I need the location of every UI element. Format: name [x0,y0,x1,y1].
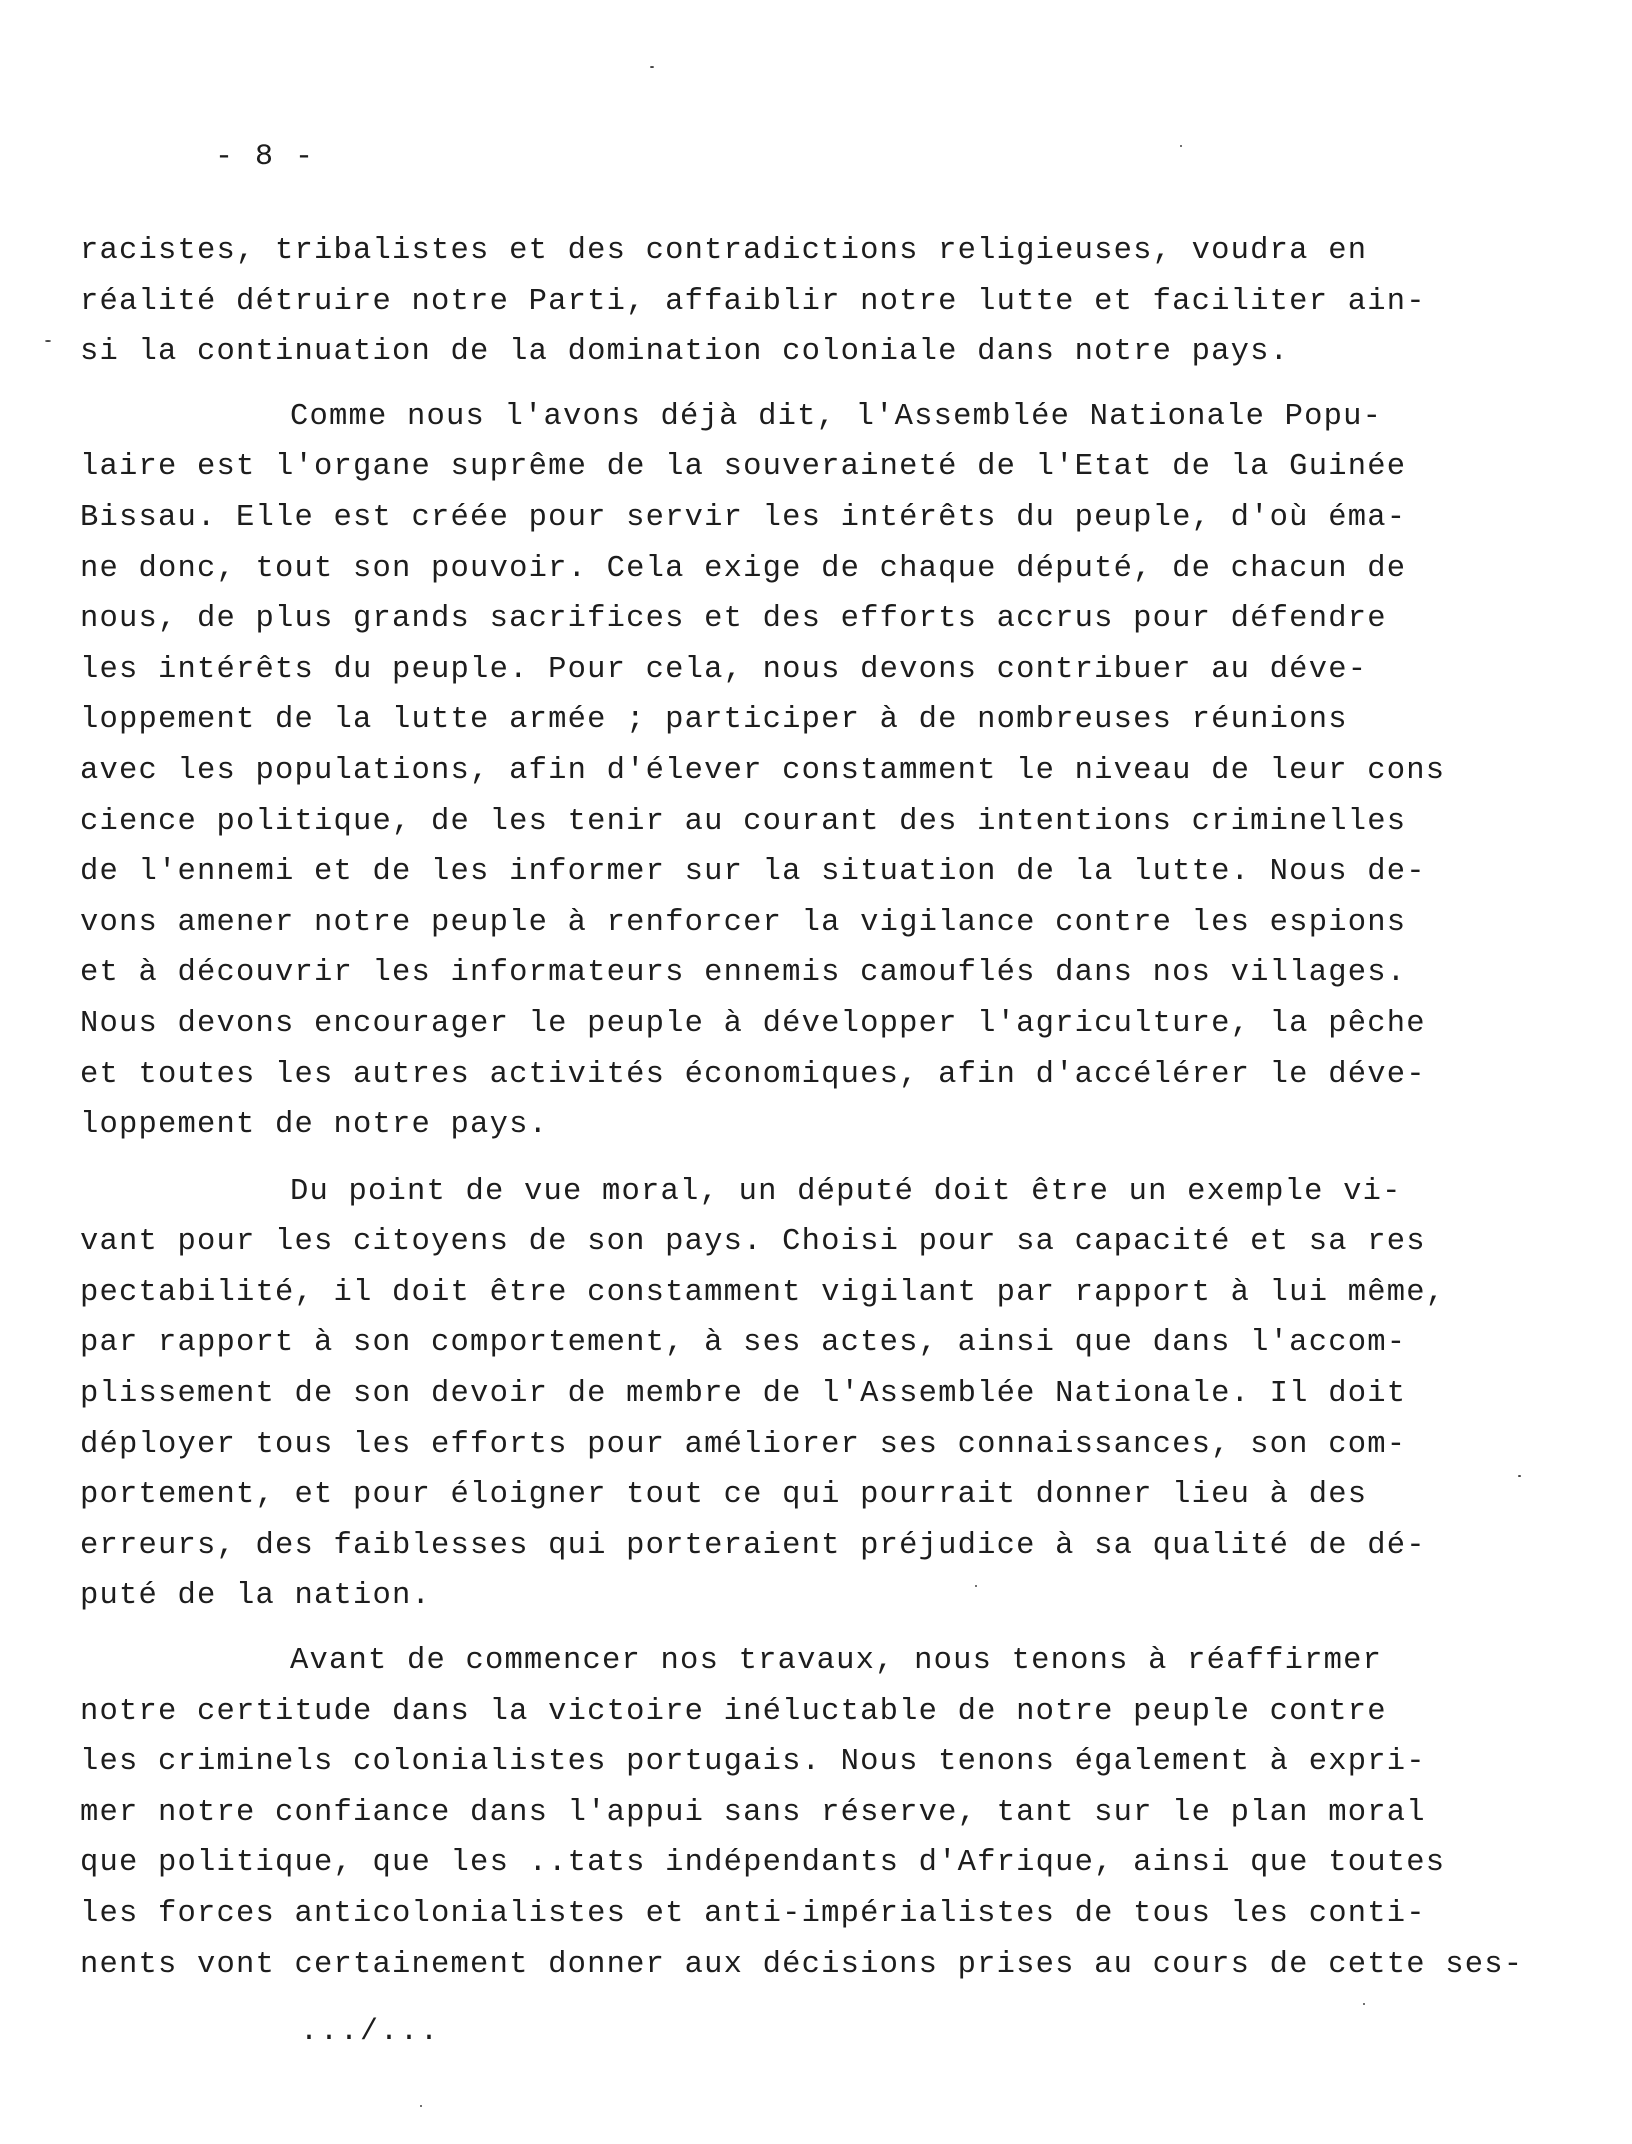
text-line: Nous devons encourager le peuple à développer l'agriculture, la pêche [80,1006,1426,1041]
text-line: laire est l'organe suprême de la souveraineté de l'Etat de la Guinée [80,450,1407,485]
scan-speck [45,340,51,342]
text-line: mer notre confiance dans l'appui sans réserve, tant sur le plan moral [80,1795,1426,1830]
text-line: racistes, tribalistes et des contradictions religieuses, voudra en [80,234,1368,268]
text-line: nous, de plus grands sacrifices et des efforts accrus pour défendre [80,602,1387,637]
scan-speck [1518,1475,1521,1477]
text-line: les intérêts du peuple. Pour cela, nous devons contribuer au déve- [80,652,1368,687]
text-line: avec les populations, afin d'élever constamment le niveau de leur cons [80,753,1446,788]
text-line: Bissau. Elle est créée pour servir les intérêts du peuple, d'où éma- [80,500,1407,535]
text-line: cience politique, de les tenir au courant des intentions criminelles [80,804,1407,839]
scan-speck [975,1585,977,1587]
text-line: par rapport à son comportement, à ses actes, ainsi que dans l'accom- [80,1326,1407,1361]
text-line: réalité détruire notre Parti, affaiblir notre lutte et faciliter ain- [80,284,1426,319]
paragraph-4 [80,1636,1524,1990]
text-line: puté de la nation. [80,1579,432,1614]
text-line: déployer tous les efforts pour améliorer ses connaissances, son com- [80,1427,1407,1462]
text-line: vons amener notre peuple à renforcer la vigilance contre les espions [80,905,1407,940]
text-line: loppement de la lutte armée ; participer à de nombreuses réunions [80,703,1348,738]
body-text [80,212,1524,1990]
text-line: les forces anticolonialistes et anti-impérialistes de tous les conti- [80,1897,1426,1931]
text-line: pectabilité, il doit être constamment vigilant par rapport à lui même, [80,1275,1446,1310]
scan-speck [420,2105,422,2107]
paragraph-3 [80,1167,1446,1622]
text-line: ne donc, tout son pouvoir. Cela exige de chaque député, de chacun de [80,551,1407,586]
text-line: erreurs, des faiblesses qui porteraient préjudice à sa qualité de dé- [80,1528,1426,1563]
paragraph-2 [80,392,1446,1151]
page-number: - 8 - [215,140,316,174]
text-line: plissement de son devoir de membre de l'Assemblée Nationale. Il doit [80,1377,1407,1412]
text-line: et à découvrir les informateurs ennemis camouflés dans nos villages. [80,956,1407,991]
text-line: loppement de notre pays. [80,1108,549,1143]
text-line: portement, et pour éloigner tout ce qui pourrait donner lieu à des [80,1478,1368,1513]
text-line: de l'ennemi et de les informer sur la situation de la lutte. Nous de- [80,855,1426,890]
continuation-mark: .../... [300,2015,441,2049]
text-line: Avant de commencer nos travaux, nous tenons à réaffirmer [290,1644,1383,1679]
scan-speck [650,66,654,68]
text-line: notre certitude dans la victoire inéluctable de notre peuple contre [80,1694,1387,1729]
text-line: vant pour les citoyens de son pays. Choisi pour sa capacité et sa res [80,1225,1426,1260]
text-line: si la continuation de la domination coloniale dans notre pays. [80,335,1290,370]
scan-speck [1363,2003,1365,2005]
text-line: que politique, que les ..tats indépendants d'Afrique, ainsi que toutes [80,1846,1446,1881]
scan-speck [1180,145,1182,147]
text-line: et toutes les autres activités économiques, afin d'accélérer le déve- [80,1057,1426,1092]
text-line: nents vont certainement donner aux décisions prises au cours de cette ses- [80,1947,1524,1982]
text-line: les criminels colonialistes portugais. Nous tenons également à expri- [80,1745,1426,1780]
paragraph-1 [80,226,1425,378]
text-line: Comme nous l'avons déjà dit, l'Assemblée Nationale Popu- [290,399,1383,434]
text-line: Du point de vue moral, un député doit être un exemple vi- [290,1174,1402,1209]
